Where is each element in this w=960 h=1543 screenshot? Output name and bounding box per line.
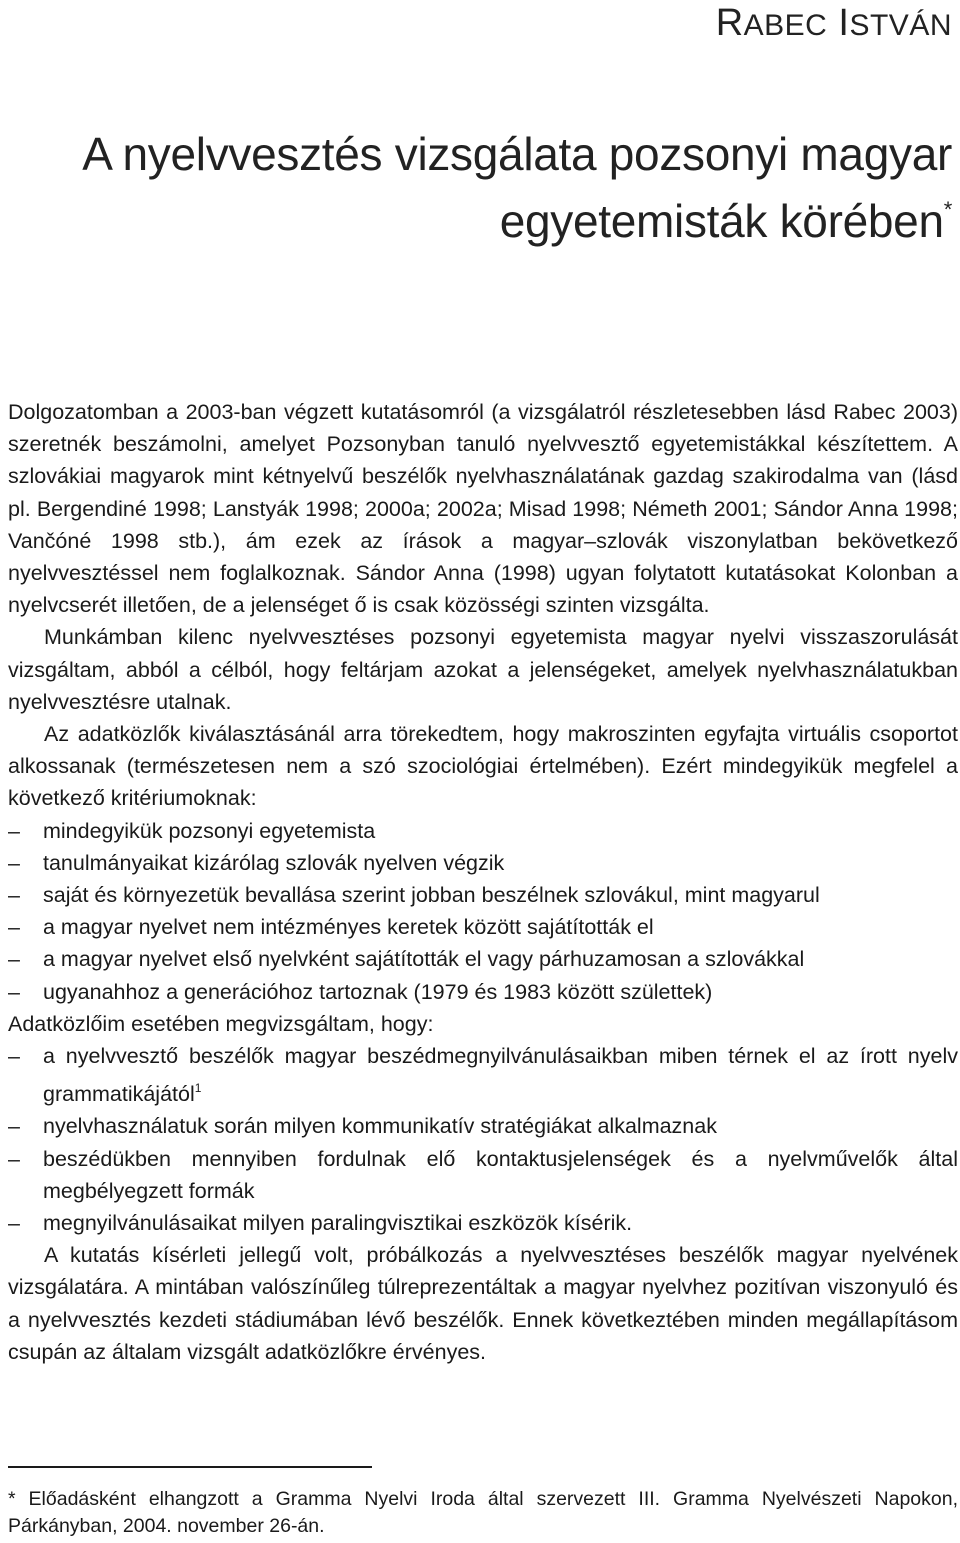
author-last-rest: STVÁN: [849, 9, 952, 42]
list-dash: –: [8, 947, 20, 972]
list-dash: –: [8, 1211, 20, 1236]
author-first-rest: ABEC: [743, 9, 828, 42]
paragraph-intro: Dolgozatomban a 2003-ban végzett kutatásomról (a vizsgálatról részletesebben lásd Rabec 2003) szeretnék beszámolni, amelyet Pozsonyban tanuló nyelvvesztő egyetemistákkal készítettem. A szlovákiai magyarok mint kétnyelvű beszélők nyelvhasználatának gazdag szakirodalma van (lásd pl. Bergendiné 1998; Lanstyák 1998; 2000a; 2002a; Misad 1998; Németh 2001; Sándor Anna 1998; Vančóné 1998 stb.), ám ezek az írások a magyar–szlovák viszonylatban bekövetkező nyelvvesztéssel nem foglalkoznak. Sándor Anna (1998) ugyan folytatott kutatásokat Kolonban a nyelvcserét illetően, de a jelenséget ő is csak közösségi szinten vizsgálta.: [8, 400, 958, 618]
author-initial-last: I: [838, 2, 850, 44]
list-item: [8, 815, 958, 847]
list-item-text: saját és környezetük bevallása szerint jobban beszélnek szlovákul, mint magyarul: [43, 883, 820, 908]
author-initial-first: R: [715, 2, 744, 44]
footnote-ref: 1: [194, 1081, 202, 1096]
criteria-list: [8, 815, 958, 1008]
paragraph-questions-intro: Adatközlőim esetében megvizsgáltam, hogy:: [8, 1011, 434, 1036]
list-dash: –: [8, 818, 20, 843]
list-item-text: a magyar nyelvet első nyelvként sajátították el vagy párhuzamosan a szlovákkal: [43, 947, 805, 972]
article-title: [52, 126, 952, 249]
list-item: [8, 847, 958, 879]
list-item: [8, 1207, 958, 1239]
list-dash: –: [8, 1146, 20, 1171]
footnote-divider: [8, 1466, 372, 1468]
paragraph-conclusion: A kutatás kísérleti jellegű volt, próbálkozás a nyelvvesztéses beszélők magyar nyelvének vizsgálatára. A mintában valószínűleg túlreprezentáltak a magyar nyelvhez pozitívan viszonyuló és a nyelvvesztés kezdeti stádiumában lévő beszélők. Ennek következtében minden megállapításom csupán az általam vizsgált adatközlőkre érvényes.: [8, 1243, 958, 1364]
list-item: [8, 911, 958, 943]
article-body: [8, 396, 958, 1368]
list-item-text: ugyanahhoz a generációhoz tartoznak (1979 és 1983 között születtek): [43, 979, 713, 1004]
title-footnote-marker: *: [943, 197, 952, 222]
list-item-text: megnyilvánulásaikat milyen paralingvisztikai eszközök kísérik.: [43, 1211, 633, 1236]
list-item: [8, 1040, 958, 1110]
list-item: [8, 879, 958, 911]
list-item-text: beszédükben mennyiben fordulnak elő kontaktusjelenségek és a nyelvművelők által megbélyegzett formák: [43, 1146, 958, 1203]
list-dash: –: [8, 883, 20, 908]
paragraph-method: Munkámban kilenc nyelvvesztéses pozsonyi egyetemista magyar nyelvi visszaszorulását vizsgáltam, abból a célból, hogy feltárjam azokat a jelenségeket, amelyek nyelvhasználatukban nyelvvesztésre utalnak.: [8, 625, 958, 714]
list-item-text: mindegyikük pozsonyi egyetemista: [43, 818, 376, 843]
title-line-1: A nyelvvesztés vizsgálata pozsonyi magyar: [82, 128, 952, 180]
list-item: [8, 1110, 958, 1142]
paragraph-selection: Az adatközlők kiválasztásánál arra törekedtem, hogy makroszinten egyfajta virtuális csoportot alkossanak (természetesen nem a szó szociológiai értelmében). Ezért mindegyikük megfelel a következő kritériumoknak:: [8, 722, 958, 811]
list-dash: –: [8, 1044, 20, 1069]
footnote: * Előadásként elhangzott a Gramma Nyelvi Iroda által szervezett III. Gramma Nyelvészeti Napokon, Párkányban, 2004. november 26-án.: [8, 1488, 958, 1537]
list-item: [8, 976, 958, 1008]
list-dash: –: [8, 1114, 20, 1139]
list-item-text: nyelvhasználatuk során milyen kommunikatív stratégiákat alkalmaznak: [43, 1114, 717, 1139]
author-name: [716, 2, 952, 45]
questions-list: [8, 1040, 958, 1239]
list-item: [8, 1143, 958, 1207]
list-item-text: a magyar nyelvet nem intézményes keretek között sajátították el: [43, 915, 654, 940]
list-dash: –: [8, 850, 20, 875]
list-dash: –: [8, 979, 20, 1004]
list-dash: –: [8, 915, 20, 940]
list-item: [8, 943, 958, 975]
title-line-2: egyetemisták körében: [499, 195, 944, 247]
list-item-text: a nyelvvesztő beszélők magyar beszédmegnyilvánulásaikban miben térnek el az írott nyelv grammatikájától: [43, 1044, 958, 1107]
list-item-text: tanulmányaikat kizárólag szlovák nyelven végzik: [43, 850, 505, 875]
